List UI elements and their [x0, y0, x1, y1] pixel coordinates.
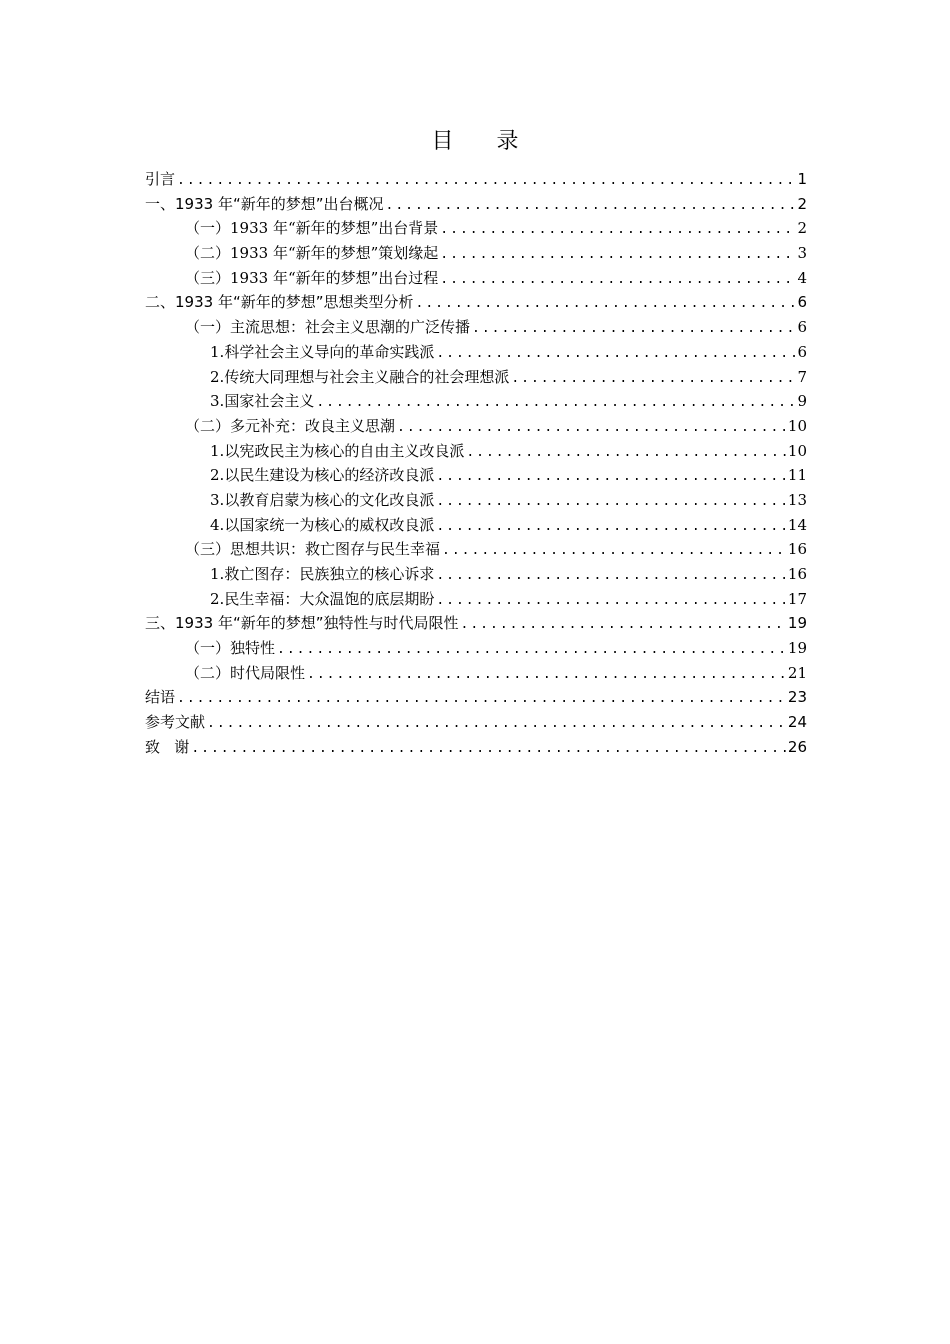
toc-entry[interactable] [145, 636, 807, 661]
toc-entry-number: 1. [210, 565, 225, 583]
dot-leader [177, 687, 786, 712]
toc-page-number: 19 [787, 639, 807, 658]
toc-entry-label: 民生幸福：大众温饱的底层期盼 [224, 589, 435, 608]
dot-leader [207, 712, 786, 737]
dot-leader [466, 441, 786, 466]
toc-entry[interactable] [145, 587, 807, 612]
toc-entry[interactable] [145, 241, 807, 266]
toc-entry[interactable] [145, 167, 807, 192]
dot-leader [440, 218, 795, 243]
toc-entry[interactable] [145, 290, 807, 315]
toc-entry-number: （二） [185, 244, 231, 263]
toc-entry-label: 参考文献 [145, 713, 206, 732]
toc-entry[interactable] [145, 315, 807, 340]
toc-entry-label: 引言 [145, 170, 176, 188]
toc-entry-label: 以宪政民主为核心的自由主义改良派 [224, 441, 465, 460]
toc-page-number: 2 [797, 219, 807, 238]
toc-entry[interactable] [145, 685, 807, 710]
toc-entry[interactable] [145, 735, 807, 760]
toc-page-number: 3 [797, 244, 807, 263]
toc-entry[interactable] [145, 266, 807, 291]
toc-entry-number: 4. [210, 515, 225, 534]
toc-entry[interactable] [145, 488, 807, 513]
toc-page-number: 23 [787, 688, 807, 707]
toc-entry-label: 科学社会主义导向的革命实践派 [224, 342, 435, 361]
toc-entry-number: 三、 [145, 614, 176, 633]
toc-entry-number: 3. [210, 392, 225, 411]
toc-page-number: 10 [787, 441, 807, 460]
toc-entry-number: 1. [210, 342, 225, 361]
toc-entry-label: 以教育启蒙为核心的文化改良派 [224, 490, 435, 509]
toc-page-number: 21 [787, 663, 807, 682]
toc-entry-label: 1933 年“新年的梦想”思想类型分析 [175, 293, 414, 312]
toc-entry-label: 救亡图存：民族独立的核心诉求 [224, 565, 435, 583]
toc-entry-number: 2. [210, 466, 225, 485]
toc-entry[interactable] [145, 439, 807, 464]
toc-page-number: 1 [797, 170, 807, 188]
dot-leader [277, 638, 786, 663]
toc-entry-label: 1933 年“新年的梦想”出台过程 [230, 268, 439, 287]
toc-page-number: 11 [787, 466, 807, 485]
toc-entry-number: 3. [210, 490, 225, 509]
dot-leader [436, 589, 786, 614]
dot-leader [386, 194, 796, 219]
toc-entry-label: 1933 年“新年的梦想”独特性与时代局限性 [175, 614, 459, 633]
dot-leader [461, 613, 786, 638]
toc-page-number: 24 [787, 713, 807, 732]
toc-entry-label: 思想共识：救亡图存与民生幸福 [230, 540, 441, 559]
toc-entry-number: （三） [185, 540, 231, 559]
toc-entry-label: 致 谢 [145, 737, 190, 756]
toc-entry[interactable] [145, 216, 807, 241]
toc-page-number: 6 [797, 318, 807, 337]
dot-leader [177, 169, 795, 194]
toc-entry-label: 传统大同理想与社会主义融合的社会理想派 [224, 367, 510, 386]
toc-entry[interactable] [145, 513, 807, 538]
toc-entry[interactable] [145, 365, 807, 390]
toc-entry-number: （一） [185, 219, 231, 238]
toc-entry[interactable] [145, 192, 807, 217]
toc-page-number: 16 [787, 565, 807, 583]
toc-page-number: 26 [787, 737, 807, 756]
toc-entry[interactable] [145, 537, 807, 562]
toc-page-number: 4 [797, 268, 807, 287]
dot-leader [436, 564, 786, 589]
toc-entry-number: 2. [210, 589, 225, 608]
dot-leader [440, 243, 795, 268]
dot-leader [307, 663, 786, 688]
dot-leader [316, 391, 795, 416]
toc-entry-number: （二） [185, 663, 231, 682]
dot-leader [436, 490, 786, 515]
toc-entry-number: 一、 [145, 194, 176, 213]
toc-page-number: 19 [787, 614, 807, 633]
dot-leader [397, 416, 786, 441]
toc-entry-label: 结语 [145, 688, 176, 707]
toc-page-number: 6 [797, 293, 807, 312]
toc-page-number: 13 [787, 490, 807, 509]
dot-leader [436, 465, 786, 490]
dot-leader [511, 367, 795, 392]
toc-entry-label: 独特性 [230, 639, 276, 658]
toc-entry-label: 国家社会主义 [224, 392, 315, 411]
toc-entry-label: 1933 年“新年的梦想”策划缘起 [230, 244, 439, 263]
toc-entry-number: 二、 [145, 293, 176, 312]
toc-entry-label: 多元补充：改良主义思潮 [230, 416, 396, 435]
dot-leader [442, 539, 786, 564]
dot-leader [416, 292, 796, 317]
toc-entry[interactable] [145, 611, 807, 636]
dot-leader [191, 737, 786, 762]
toc-entry-number: （三） [185, 268, 231, 287]
dot-leader [436, 342, 795, 367]
toc-entry[interactable] [145, 562, 807, 587]
toc-page-number: 16 [787, 540, 807, 559]
toc-entry-label: 时代局限性 [230, 663, 306, 682]
toc-entry-number: （一） [185, 318, 231, 337]
toc-entry-number: （一） [185, 639, 231, 658]
toc-entry-label: 以民生建设为核心的经济改良派 [224, 466, 435, 485]
toc-entry[interactable] [145, 710, 807, 735]
toc-entry[interactable] [145, 414, 807, 439]
toc-page-number: 17 [787, 589, 807, 608]
toc-entry-number: 2. [210, 367, 225, 386]
toc-page-number: 2 [797, 194, 807, 213]
dot-leader [440, 268, 795, 293]
toc-page-number: 7 [797, 367, 807, 386]
toc-entry[interactable] [145, 389, 807, 414]
table-of-contents [145, 167, 807, 760]
toc-entry-number: （二） [185, 416, 231, 435]
dot-leader [472, 317, 795, 342]
dot-leader [436, 515, 786, 540]
toc-entry-number: 1. [210, 441, 225, 460]
toc-entry-label: 主流思想：社会主义思潮的广泛传播 [230, 318, 471, 337]
toc-page-number: 10 [787, 416, 807, 435]
toc-page-number: 14 [787, 515, 807, 534]
toc-page-number: 6 [797, 342, 807, 361]
toc-title: 目 录 [431, 129, 537, 154]
toc-entry[interactable] [145, 661, 807, 686]
toc-entry-label: 1933 年“新年的梦想”出台背景 [230, 219, 439, 238]
toc-entry[interactable] [145, 463, 807, 488]
toc-entry[interactable] [145, 340, 807, 365]
toc-entry-label: 以国家统一为核心的威权改良派 [224, 515, 435, 534]
toc-page-number: 9 [797, 392, 807, 411]
toc-entry-label: 1933 年“新年的梦想”出台概况 [175, 194, 384, 213]
